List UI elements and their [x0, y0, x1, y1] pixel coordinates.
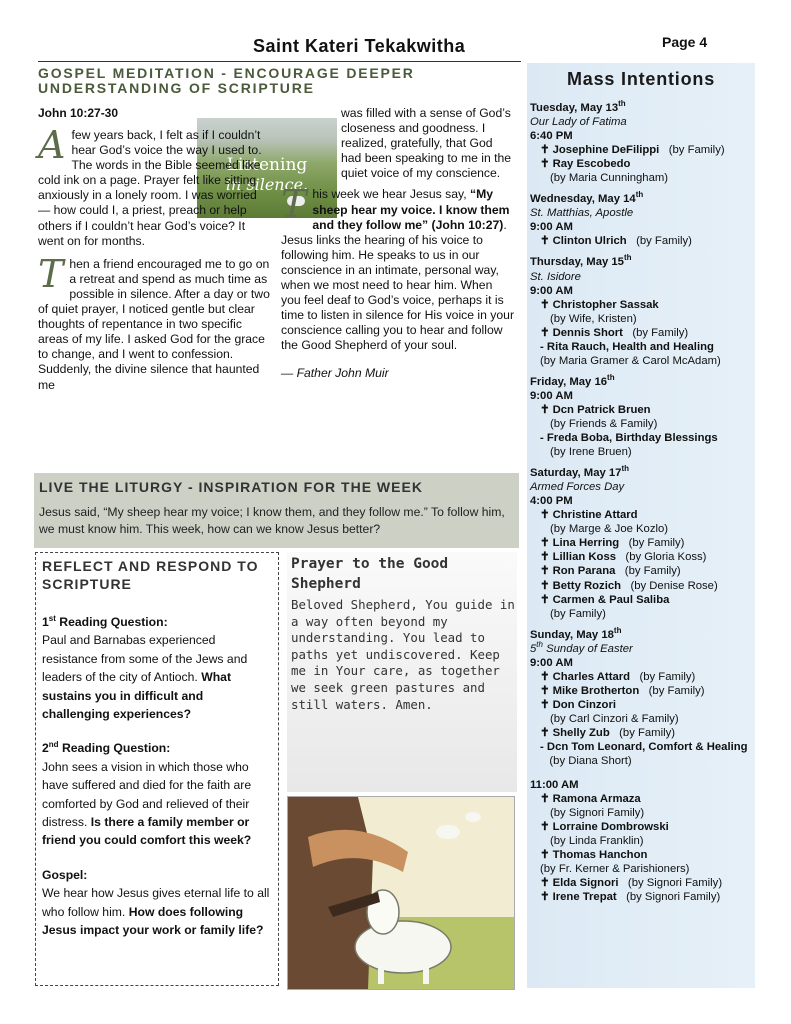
cross-icon: ✝	[540, 158, 553, 171]
mass-intention-entry	[530, 670, 754, 684]
mass-day	[530, 466, 754, 621]
intention-requester: (by Signori Family)	[616, 891, 721, 904]
cross-icon: ✝	[540, 698, 553, 711]
meditation-signature: — Father John Muir	[281, 365, 389, 380]
intention-name: Shelly Zub	[552, 726, 610, 739]
liturgy-box	[34, 473, 519, 548]
mass-day-heading: Thursday, May 15th	[530, 253, 632, 269]
meditation-paragraph-4: This week we hear Jesus say, “My sheep hear my voice. I know them and they follow me” (John 10:27). Jesus links the hearing of his voice to following him. He speaks to us in our conscience in an intimate, personal way, when we most need to hear him. When you feel deaf to God’s voice, perhaps it is time to listen in silence for His voice in your conscience calling you to hear and follow the Good Shepherd of your soul.	[281, 182, 515, 353]
cross-icon: ✝	[540, 821, 553, 834]
cross-icon: ✝	[540, 326, 553, 339]
question-2-label: 2nd Reading Question:	[42, 740, 171, 756]
intention-name: Betty Rozich	[552, 579, 622, 592]
intention-name: Lillian Koss	[552, 551, 617, 564]
mass-day-occasion: St. Isidore	[530, 270, 581, 283]
cross-icon: ✝	[540, 793, 553, 806]
meditation-heading: GOSPEL MEDITATION - ENCOURAGE DEEPER UNDERSTANDING OF SCRIPTURE	[38, 65, 415, 96]
mass-intention-entry	[530, 579, 754, 593]
intention-name: Christine Attard	[552, 509, 638, 522]
intention-name: Rita Rauch, Health and Healing	[546, 340, 714, 353]
drop-cap: A	[38, 123, 66, 167]
cross-icon: ✝	[540, 726, 553, 739]
mass-intention-entry	[530, 684, 754, 698]
dash-marker: -	[540, 741, 547, 754]
mass-day-heading: Wednesday, May 14th	[530, 190, 644, 206]
intention-requester: (by Family)	[615, 565, 681, 578]
meditation-paragraph-1: Afew years back, I felt as if I couldn’t hear God’s voice the way I used to. The words in the Bible seemed like cold ink on a page. Prayer felt like sitting anxiously in a lonely room. I was worried — how could I, a priest, preach or help others if I couldn’t hear God’s voice? It went on for months.	[38, 123, 262, 248]
mass-time: 4:00 PM	[530, 495, 573, 508]
intention-requester: (by Linda Franklin)	[550, 835, 644, 848]
intention-name: Don Cinzori	[552, 698, 616, 711]
cross-icon: ✝	[540, 849, 553, 862]
mass-time: 9:00 AM	[530, 656, 573, 669]
reflect-heading: REFLECT AND RESPOND TO SCRIPTURE	[42, 558, 259, 592]
intention-requester: (by Gloria Koss)	[616, 551, 707, 564]
mass-intentions-heading: Mass Intentions	[566, 69, 716, 89]
mass-day-heading: Sunday, May 18th	[530, 625, 622, 641]
intention-requester: (by Signori Family)	[618, 877, 723, 890]
question-1-text: Paul and Barnabas experienced resistance from some of the Jews and leaders of the city of Antioch. What sustains you in difficult and challenging experiences?	[42, 633, 248, 722]
image-caption-line-1: Listening	[226, 155, 308, 175]
intention-requester: (by Diana Short)	[540, 755, 632, 768]
intention-requester: (by Denise Rose)	[621, 579, 718, 592]
mass-intention-entry	[530, 431, 754, 445]
cross-icon: ✝	[540, 298, 553, 311]
cross-icon: ✝	[540, 403, 553, 416]
mass-day-heading: Saturday, May 17th	[530, 464, 630, 480]
meditation-paragraph-2: Then a friend encouraged me to go on a retreat and spend as much time as possible in silence. After a day or two of quiet prayer, I noticed gentle but clear thoughts of repentance in two specific areas of my life. I asked God for the grace to change, and I went to confession. Suddenly, the divine silence that haunted me	[38, 251, 270, 392]
good-shepherd-illustration	[287, 796, 515, 990]
intention-name: Lina Herring	[552, 537, 620, 550]
mass-intention-entry	[530, 340, 754, 354]
cross-icon: ✝	[540, 684, 553, 697]
cross-icon: ✝	[540, 551, 553, 564]
mass-time: 6:40 PM	[530, 130, 573, 143]
reflect-box	[35, 552, 279, 986]
prayer-box	[287, 552, 517, 792]
intention-requester: (by Family)	[639, 684, 705, 697]
mass-intention-entry	[530, 564, 754, 578]
liturgy-heading: LIVE THE LITURGY - INSPIRATION FOR THE WEEK	[39, 479, 423, 495]
intention-requester: (by Irene Bruen)	[550, 446, 632, 459]
mass-intention-entry	[530, 550, 754, 564]
mass-day-occasion: St. Matthias, Apostle	[530, 207, 634, 220]
mass-intention-entry	[530, 848, 754, 862]
scripture-reference: John 10:27-30	[38, 106, 119, 120]
intention-name: Ron Parana	[552, 565, 616, 578]
mass-intention-entry	[530, 820, 754, 834]
intention-requester: (by Fr. Kerner & Parishioners)	[540, 863, 690, 876]
mass-intentions-panel	[527, 63, 755, 988]
cross-icon: ✝	[540, 579, 553, 592]
mass-day-occasion: Our Lady of Fatima	[530, 116, 627, 129]
intention-name: Dennis Short	[552, 326, 623, 339]
intention-requester: (by Maria Cunningham)	[550, 172, 669, 185]
shepherd-lamb-artwork	[288, 797, 514, 989]
intention-name: Ramona Armaza	[552, 793, 641, 806]
cross-icon: ✝	[540, 144, 553, 157]
mass-day	[530, 625, 754, 905]
mass-day-occasion: 5th Sunday of Easter	[530, 639, 633, 655]
intention-name: Ray Escobedo	[552, 158, 631, 171]
intention-requester: (by Family)	[626, 235, 692, 248]
intention-name: Christopher Sassak	[552, 298, 659, 311]
cross-icon: ✝	[540, 670, 553, 683]
question-2-text: John sees a vision in which those who have suffered and died for the faith are comforted by God and relieved of their distress. Is there a family member or friend you could comfort this week?	[42, 759, 252, 848]
cross-icon: ✝	[540, 891, 553, 904]
intention-requester: (by Friends & Family)	[550, 417, 658, 430]
intention-requester: (by Signori Family)	[550, 807, 645, 820]
mass-intention-entry	[530, 890, 754, 904]
mass-intention-entry	[530, 876, 754, 890]
intention-requester: (by Marge & Joe Kozlo)	[550, 523, 669, 536]
intention-name: Freda Boba, Birthday Blessings	[546, 432, 718, 445]
question-3-text: We hear how Jesus gives eternal life to all who follow him. How does following Jesus impact your work or family life?	[42, 886, 270, 938]
intention-name: Dcn Patrick Bruen	[552, 403, 651, 416]
mass-intention-entry	[530, 508, 754, 522]
intention-name: Josephine DeFilippi	[552, 144, 660, 157]
intention-name: Clinton Ulrich	[552, 235, 627, 248]
mass-time: 9:00 AM	[530, 284, 573, 297]
dash-marker: -	[540, 340, 547, 353]
intention-requester: (by Family)	[630, 670, 696, 683]
question-3-label: Gospel:	[42, 867, 88, 882]
dash-marker: -	[540, 432, 547, 445]
mass-intention-entry	[530, 792, 754, 806]
cross-icon: ✝	[540, 565, 553, 578]
liturgy-text: Jesus said, “My sheep hear my voice; I know them, and they follow me.” To follow him, we must know him. This week, how can we know Jesus better?	[39, 505, 505, 536]
intention-requester: (by Family)	[622, 326, 689, 339]
intention-name: Dcn Tom Leonard, Comfort & Healing	[546, 741, 748, 754]
intention-name: Lorraine Dombrowski	[552, 821, 669, 834]
intention-name: Elda Signori	[552, 877, 619, 890]
intention-requester: (by Family)	[659, 144, 725, 157]
reflect-questions	[42, 613, 274, 940]
mass-intention-entry	[530, 403, 754, 417]
gospel-quote: “My sheep hear my voice. I know them and they follow me” (John 10:27)	[312, 187, 510, 232]
drop-cap: T	[281, 182, 307, 227]
intention-requester: (by Carl Cinzori & Family)	[550, 712, 679, 725]
mass-day	[530, 255, 754, 367]
mass-intention-entry	[530, 698, 754, 712]
mass-day-heading: Tuesday, May 13th	[530, 99, 626, 114]
intention-name: Irene Trepat	[552, 891, 617, 904]
mass-intention-entry	[530, 234, 754, 248]
mass-intention-entry	[530, 593, 754, 607]
intention-requester: (by Wife, Kristen)	[550, 312, 637, 325]
mass-time: 11:00 AM	[530, 779, 579, 792]
mass-intention-entry	[530, 536, 754, 550]
mass-time: 9:00 AM	[530, 389, 573, 402]
page-number: Page 4	[662, 34, 708, 50]
prayer-heading: Prayer to the Good Shepherd	[291, 556, 449, 592]
header-divider	[38, 61, 521, 62]
meditation-paragraph-3: was filled with a sense of God’s closeness and goodness. I realized, gratefully, that God had been speaking to me in the quiet voice of my conscience.	[341, 106, 512, 181]
question-1-label: 1st Reading Question:	[42, 613, 168, 629]
intention-name: Charles Attard	[552, 670, 631, 683]
image-caption-line-2: in silence.	[225, 175, 309, 194]
mass-day	[530, 192, 754, 248]
cross-icon: ✝	[540, 235, 553, 248]
cross-icon: ✝	[540, 537, 553, 550]
intention-requester: (by Family)	[550, 607, 606, 620]
prayer-text: Beloved Shepherd, You guide in a way often beyond my understanding. You lead to paths yet undiscovered. Keep me in Your care, as together we seek green pastures and still waters. Amen.	[291, 597, 515, 712]
intention-requester: (by Maria Gramer & Carol McAdam)	[540, 354, 721, 367]
intention-name: Thomas Hanchon	[552, 849, 648, 862]
mass-intention-entry	[530, 740, 754, 768]
mass-day-occasion: Armed Forces Day	[530, 481, 625, 494]
intention-name: Carmen & Paul Saliba	[552, 593, 670, 606]
cross-icon: ✝	[540, 593, 553, 606]
intention-name: Mike Brotherton	[552, 684, 640, 697]
cross-icon: ✝	[540, 877, 553, 890]
meditation-column-2	[281, 106, 515, 381]
mass-day	[530, 101, 754, 185]
mass-intention-entry	[530, 298, 754, 312]
mass-intention-entry	[530, 726, 754, 740]
mass-intentions-list	[530, 101, 754, 905]
mass-day	[530, 375, 754, 459]
meditation-column-1	[38, 123, 270, 393]
mass-intention-entry	[530, 157, 754, 171]
intention-requester: (by Family)	[619, 537, 685, 550]
mass-intention-entry	[530, 143, 754, 157]
page-title: Saint Kateri Tekakwitha	[253, 36, 466, 56]
drop-cap: T	[38, 251, 64, 296]
mass-intention-entry	[530, 326, 754, 340]
mass-time: 9:00 AM	[530, 221, 573, 234]
mass-day-heading: Friday, May 16th	[530, 373, 615, 388]
cross-icon: ✝	[540, 509, 553, 522]
intention-requester: (by Family)	[609, 726, 676, 739]
